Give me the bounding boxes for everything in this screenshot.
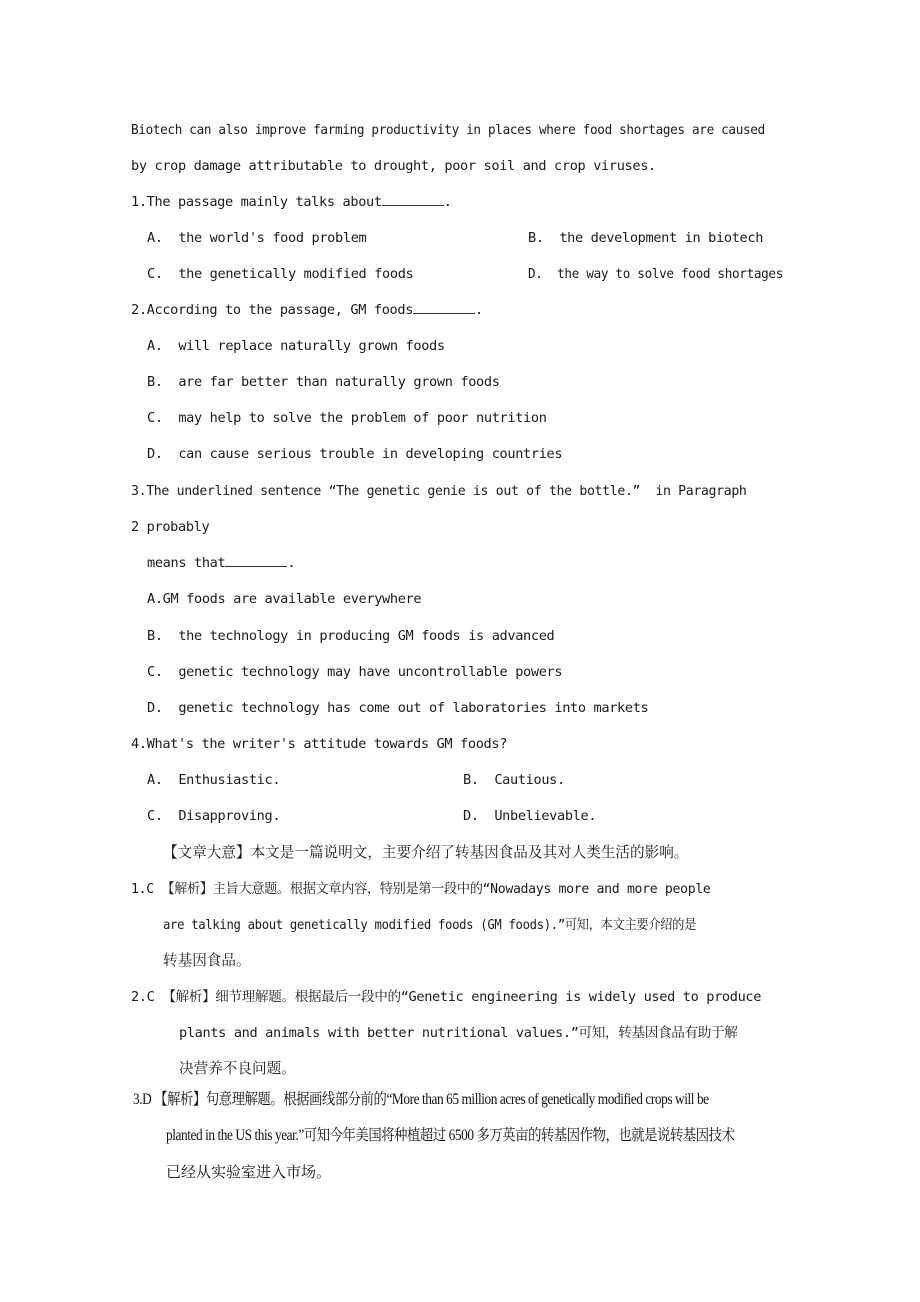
stem-end: . [443,194,452,210]
question-stem-text: 1.The passage mainly talks about [131,194,382,210]
stem-end: . [475,302,483,318]
question-1-option-d: D. the way to solve food shortages [528,266,784,282]
passage-line: Biotech can also improve farming productivity in places where food shortages are caused [131,122,765,138]
answer-blank [382,192,444,206]
question-stem-text: means that [147,555,226,571]
question-3-option-a: A.GM foods are available everywhere [147,591,422,607]
question-2-option-d: D. can cause serious trouble in developing countries [147,446,563,462]
question-4-option-b: B. Cautious. [463,772,565,788]
answer-2-line: 决营养不良问题。 [179,1060,296,1077]
answer-1-line: 转基因食品。 [163,952,251,969]
answer-3-line: 已经从实验室进入市场。 [166,1163,332,1181]
question-stem-text: 2.According to the passage, GM foods [131,302,414,318]
question-2-option-a: A. will replace naturally grown foods [147,338,445,354]
question-4-option-d: D. Unbelievable. [463,808,597,824]
article-summary: 【文章大意】本文是一篇说明文，主要介绍了转基因食品及其对人类生活的影响。 [163,844,689,861]
question-1-option-a: A. the world's food problem [147,230,367,246]
question-3-option-c: C. genetic technology may have uncontrollable powers [147,664,563,680]
question-4-stem: 4.What's the writer's attitude towards GM foods? [131,736,508,752]
stem-end: . [287,555,296,571]
question-2-option-b: B. are far better than naturally grown foods [147,374,500,390]
question-1-option-b: B. the development in biotech [528,230,764,246]
answer-1-line: 1.C 【解析】主旨大意题。根据文章内容，特别是第一段中的“Nowadays more and more people [131,881,711,897]
answer-2-line: plants and animals with better nutritional values.”可知，转基因食品有助于解 [179,1025,738,1041]
question-3-option-d: D. genetic technology has come out of laboratories into markets [147,700,649,716]
answer-3-line: planted in the US this year.”可知今年美国将种植超过 6500 多万英亩的转基因作物，也就是说转基因技术 [166,1127,735,1144]
question-3-stem-line2: 2 probably [131,519,210,535]
answer-blank [225,553,287,567]
passage-line: by crop damage attributable to drought, poor soil and crop viruses. [131,158,656,174]
answer-blank [413,300,475,314]
answer-2-line: 2.C 【解析】细节理解题。根据最后一段中的“Genetic engineering is widely used to produce [131,989,762,1005]
question-3-stem: 3.The underlined sentence “The genetic genie is out of the bottle.” in Paragraph [131,483,747,499]
question-2-option-c: C. may help to solve the problem of poor nutrition [147,410,547,426]
answer-1-line: are talking about genetically modified foods (GM foods).”可知，本文主要介绍的是 [163,917,697,933]
question-4-option-a: A. Enthusiastic. [147,772,281,788]
question-1-option-c: C. the genetically modified foods [147,266,414,282]
question-1-stem [131,192,452,212]
question-2-stem [131,300,483,320]
answer-3-line: 3.D 【解析】句意理解题。根据画线部分前的“More than 65 million acres of genetically modified crops will be [133,1091,709,1108]
question-3-stem-line3 [147,553,295,573]
question-4-option-c: C. Disapproving. [147,808,281,824]
question-3-option-b: B. the technology in producing GM foods is advanced [147,628,555,644]
